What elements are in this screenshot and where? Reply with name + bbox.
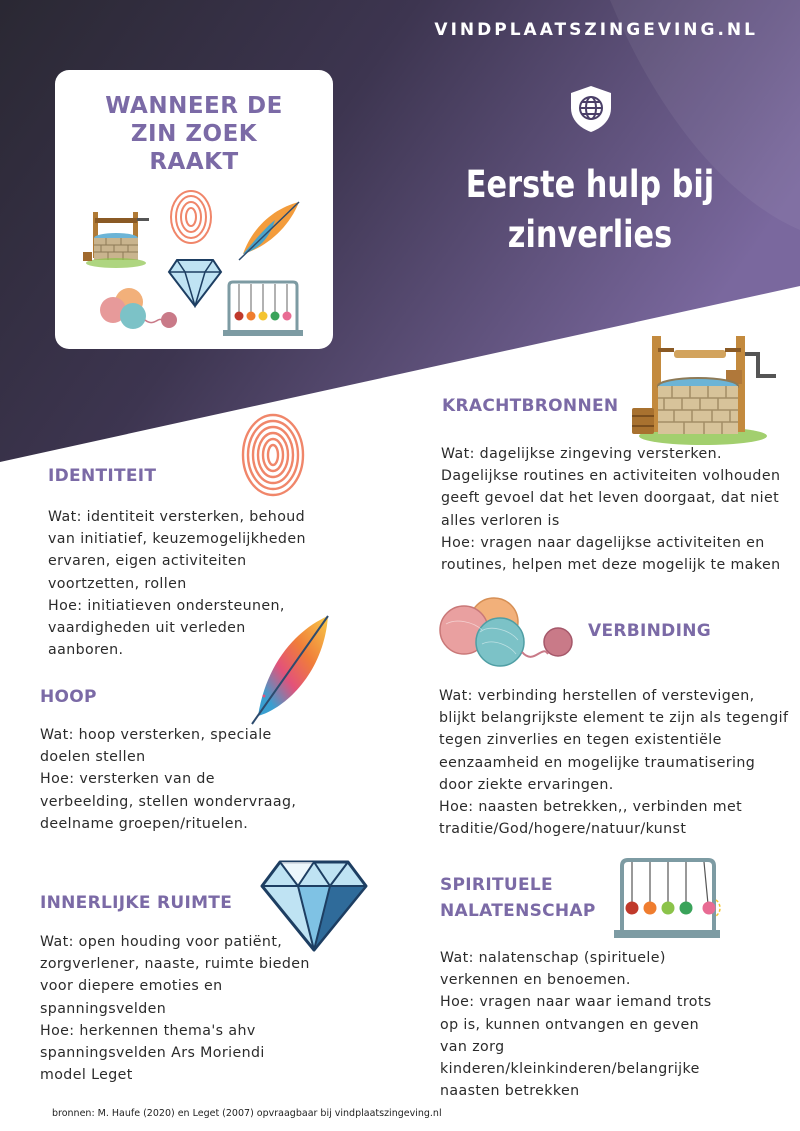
text-line: Hoe: herkennen thema's ahv — [40, 1022, 256, 1039]
newtons-cradle-icon — [612, 856, 724, 942]
text-line: spanningsvelden — [40, 1000, 167, 1017]
text-hoop — [40, 724, 296, 835]
heading-identiteit: IDENTITEIT — [48, 466, 157, 486]
fingerprint-icon — [168, 188, 214, 246]
text-line: op is, kunnen ontvangen en geven — [440, 1016, 699, 1033]
text-line: verbeelding, stellen wondervraag, — [40, 793, 297, 810]
feather-icon — [235, 198, 305, 264]
text-line: traditie/God/hogere/natuur/kunst — [439, 821, 687, 838]
text-line: Hoe: naasten betrekken,, verbinden met — [439, 799, 743, 816]
heading-innerlijke-ruimte: INNERLIJKE RUIMTE — [40, 893, 233, 913]
text-line: van zorg — [440, 1038, 505, 1055]
well-icon — [81, 208, 161, 272]
text-line: eenzaamheid en mogelijke traumatisering — [439, 754, 756, 771]
text-line: vaardigheden uit verleden — [48, 620, 246, 637]
text-line: tegen zinverlies en tegen existentiële — [439, 732, 722, 749]
text-line: zorgverlener, naaste, ruimte bieden — [40, 956, 310, 973]
heading-krachtbronnen: KRACHTBRONNEN — [442, 396, 619, 416]
text-line: Wat: dagelijkse zingeving versterken. — [441, 446, 722, 462]
text-line: model Leget — [40, 1067, 133, 1084]
yarn-icon — [97, 284, 179, 336]
text-line: Wat: verbinding herstellen of verstevigen, — [439, 688, 755, 704]
sources-note: bronnen: M. Haufe (2020) en Leget (2007) opvraagbaar bij vindplaatszingeving.nl — [52, 1108, 442, 1119]
text-line: Wat: nalatenschap (spirituele) — [440, 950, 666, 966]
heading-verbinding: VERBINDING — [588, 621, 711, 641]
text-line: voortzetten, rollen — [48, 575, 187, 592]
fingerprint-icon — [240, 412, 306, 498]
text-line: verkennen en benoemen. — [440, 972, 631, 989]
globe-shield-icon — [566, 84, 616, 134]
text-line: ervaren, eigen activiteiten — [48, 553, 247, 570]
text-line: voor diepere emoties en — [40, 978, 223, 995]
text-line: spanningsvelden Ars Moriendi — [40, 1045, 265, 1062]
text-line: door ziekte ervaringen. — [439, 776, 614, 793]
text-line: kinderen/kleinkinderen/belangrijke — [440, 1061, 700, 1078]
text-spirituele-nalatenschap — [440, 947, 712, 1102]
heading-spirituele-nalatenschap: SPIRITUELE NALATENSCHAP — [440, 875, 596, 921]
text-line: Wat: hoop versterken, speciale — [40, 727, 272, 743]
well-icon — [628, 330, 783, 448]
text-line: blijkt belangrijkste element te zijn als tegengif — [439, 710, 789, 727]
card-title: WANNEER DE ZIN ZOEK RAAKT — [105, 93, 283, 175]
text-verbinding — [439, 685, 788, 840]
text-line: deelname groepen/rituelen. — [40, 815, 249, 832]
text-line: Wat: open houding voor patiënt, — [40, 934, 283, 950]
text-line: Hoe: vragen naar dagelijkse activiteiten en — [441, 534, 765, 551]
text-line: Wat: identiteit versterken, behoud — [48, 509, 306, 525]
text-line: alles verloren is — [441, 512, 560, 529]
text-line: naasten betrekken — [440, 1083, 580, 1100]
newtons-cradle-icon — [221, 278, 305, 340]
text-line: van initiatief, keuzemogelijkheden — [48, 531, 306, 548]
text-line: Hoe: versterken van de — [40, 771, 215, 788]
text-line: routines, helpen met deze mogelijk te maken — [441, 557, 781, 574]
heading-hoop: HOOP — [40, 687, 97, 707]
text-line: Hoe: vragen naar waar iemand trots — [440, 994, 712, 1011]
intro-card — [55, 70, 333, 349]
text-line: Dagelijkse routines en activiteiten volhouden — [441, 468, 781, 485]
text-innerlijke-ruimte — [40, 931, 310, 1086]
text-line: aanboren. — [48, 642, 124, 659]
text-line: geeft gevoel dat het leven doorgaat, dat niet — [441, 490, 780, 507]
site-name: VINDPLAATSZINGEVING.NL — [434, 20, 758, 40]
text-line: Hoe: initiatieven ondersteunen, — [48, 597, 285, 614]
hero-title: Eerste hulp bij zinverlies — [465, 163, 715, 256]
text-line: doelen stellen — [40, 749, 146, 766]
yarn-icon — [436, 594, 582, 670]
feather-icon — [246, 612, 338, 727]
text-krachtbronnen — [441, 443, 781, 576]
